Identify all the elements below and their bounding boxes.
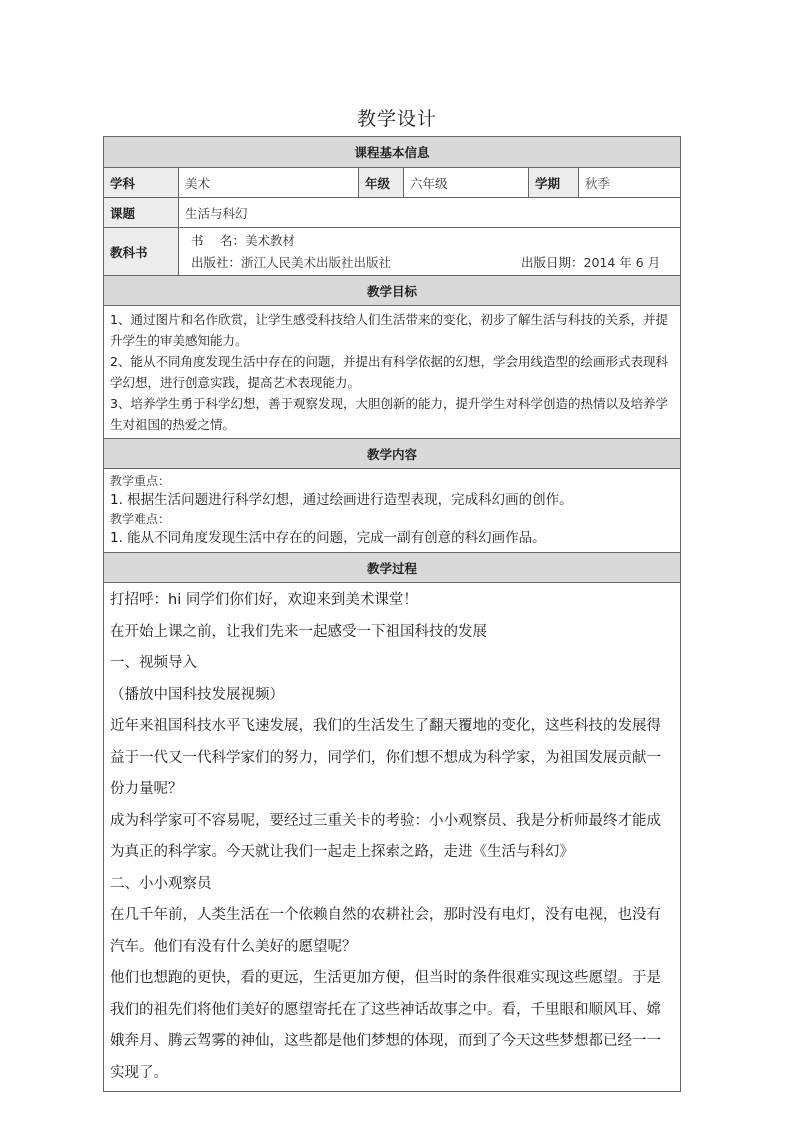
process-section-heading: 一、视频导入 bbox=[110, 655, 197, 671]
process-paragraph: 打招呼：hi 同学们你们好，欢迎来到美术课堂！ bbox=[110, 592, 418, 608]
subject-value: 美术 bbox=[179, 168, 359, 198]
pub-date-label: 出版日期： bbox=[521, 254, 584, 270]
objectives-body bbox=[104, 306, 681, 439]
process-body bbox=[104, 583, 681, 1092]
process-paragraph: 在几千年前，人类生活在一个依赖自然的农耕社会，那时没有电灯，没有电视，也没有汽车。他们有没有什么美好的愿望呢？ bbox=[110, 907, 661, 955]
publisher-line bbox=[191, 252, 674, 274]
process-header: 教学过程 bbox=[104, 553, 681, 583]
grade-value: 六年级 bbox=[404, 168, 529, 198]
content-body bbox=[104, 469, 681, 553]
process-paragraph: 在开始上课之前，让我们先来一起感受一下祖国科技的发展 bbox=[110, 623, 487, 640]
book-name-value: 美术教材 bbox=[244, 232, 295, 248]
pub-date-value: 2014 年 6 月 bbox=[583, 254, 661, 270]
difficult-point-item: 1. 能从不同角度发现生活中存在的问题，完成一副有创意的科幻画作品。 bbox=[110, 530, 546, 546]
process-paragraph: （播放中国科技发展视频） bbox=[110, 686, 284, 703]
difficult-points-label: 教学难点： bbox=[110, 512, 171, 526]
topic-value: 生活与科幻 bbox=[179, 198, 681, 228]
pub-date bbox=[521, 252, 660, 274]
process-paragraph: 成为科学家可不容易呢，要经过三重关卡的考验：小小观察员、我是分析师最终才能成为真正的科学家。今天就让我们一起走上探索之路，走进《生活与科幻》 bbox=[110, 812, 661, 860]
grade-label: 年级 bbox=[359, 168, 404, 198]
content-header: 教学内容 bbox=[104, 439, 681, 469]
textbook-info bbox=[179, 228, 681, 276]
objectives-header: 教学目标 bbox=[104, 276, 681, 306]
lesson-plan-table bbox=[103, 136, 681, 1092]
term-label: 学期 bbox=[529, 168, 579, 198]
objective-item: 1、通过图片和名作欣赏，让学生感受科技给人们生活带来的变化，初步了解生活与科技的关系，并提升学生的审美感知能力。 bbox=[110, 312, 668, 348]
page-title: 教学设计 bbox=[356, 108, 437, 130]
publisher-label: 出版社： bbox=[191, 254, 242, 270]
process-section-heading: 二、小小观察员 bbox=[110, 875, 212, 892]
objective-item: 2、能从不同角度发现生活中存在的问题，并提出有科学依据的幻想，学会用线造型的绘画形式表现科学幻想，进行创意实践，提高艺术表现能力。 bbox=[110, 354, 668, 390]
key-point-item: 1. 根据生活问题进行科学幻想，通过绘画进行造型表现，完成科幻画的创作。 bbox=[110, 492, 573, 508]
objective-item: 3、培养学生勇于科学幻想，善于观察发现，大胆创新的能力，提升学生对科学创造的热情以及培养学生对祖国的热爱之情。 bbox=[110, 396, 668, 432]
book-name-line bbox=[191, 230, 674, 252]
textbook-label: 教科书 bbox=[104, 228, 179, 276]
term-value: 秋季 bbox=[579, 168, 681, 198]
subject-label: 学科 bbox=[104, 168, 179, 198]
publisher-value: 浙江人民美术出版社出版社 bbox=[241, 254, 392, 270]
course-info-header: 课程基本信息 bbox=[104, 137, 681, 168]
book-name-label: 书 名： bbox=[191, 232, 245, 248]
process-paragraph: 近年来祖国科技水平飞速发展，我们的生活发生了翻天覆地的变化，这些科技的发展得益于一代又一代科学家们的努力，同学们，你们想不想成为科学家，为祖国发展贡献一份力量呢？ bbox=[110, 718, 661, 797]
topic-label: 课题 bbox=[104, 198, 179, 228]
process-paragraph: 他们也想跑的更快，看的更远，生活更加方便，但当时的条件很难实现这些愿望。于是我们的祖先们将他们美好的愿望寄托在了这些神话故事之中。看，千里眼和顺风耳、嫦娥奔月、腾云驾雾的神仙，这些都是他们梦想的体现，而到了今天这些梦想都已经一一实现了。 bbox=[110, 970, 661, 1081]
key-points-label: 教学重点： bbox=[110, 474, 171, 488]
